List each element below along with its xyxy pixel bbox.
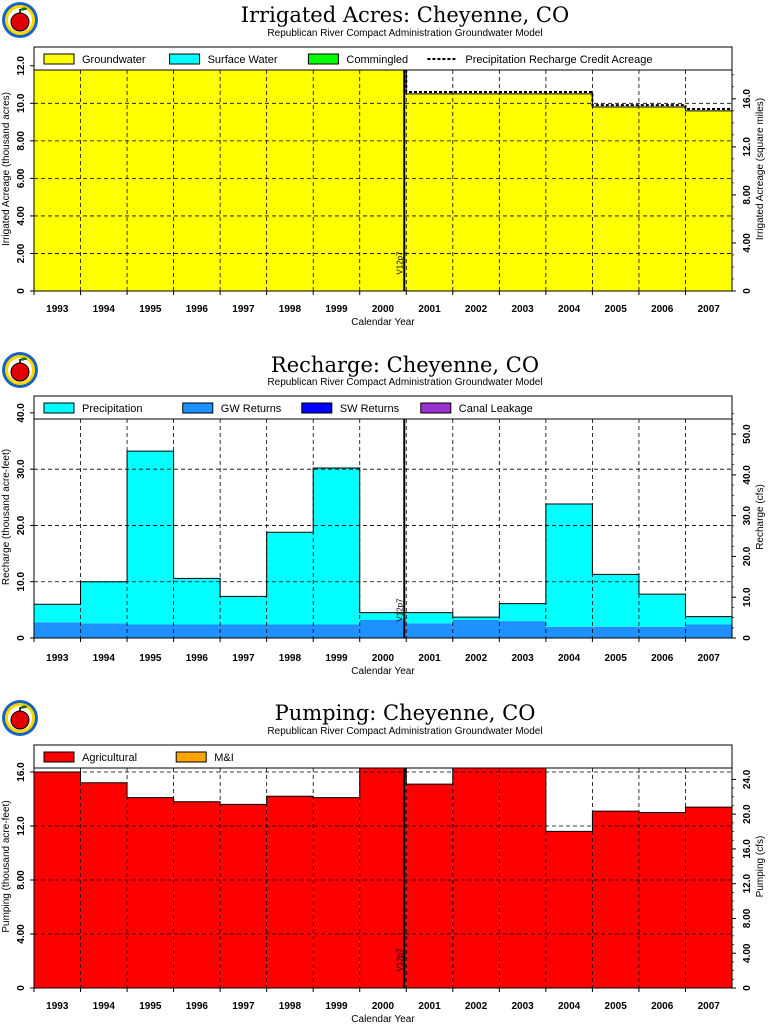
x-tick-label: 2007	[697, 1001, 720, 1012]
area-segment	[685, 111, 732, 291]
x-tick-label: 2004	[558, 304, 581, 315]
logo-icon	[2, 352, 38, 388]
x-axis-label: Calendar Year	[351, 666, 415, 677]
area-segment	[267, 796, 314, 988]
legend-item-canal-leakage	[421, 403, 533, 415]
x-tick-label: 2001	[418, 653, 441, 664]
x-tick-label: 1996	[185, 1001, 208, 1012]
area-segment	[174, 578, 221, 624]
chart-title: Irrigated Acres: Cheyenne, CO	[240, 3, 570, 27]
area-segment	[546, 831, 593, 988]
y2-tick-label: 20.0	[742, 804, 753, 824]
y-tick-label: 0	[16, 288, 27, 294]
chart-panel-3	[1, 700, 766, 1024]
y-tick-label: 10.0	[16, 571, 27, 592]
area-segment	[360, 620, 407, 638]
chart-panel-1	[1, 2, 766, 328]
area-segment	[546, 504, 593, 627]
x-tick-label: 2007	[697, 653, 720, 664]
x-axis-label: Calendar Year	[351, 1014, 415, 1024]
legend-item-gw-returns	[183, 403, 282, 415]
x-tick-label: 2006	[651, 304, 674, 315]
legend-swatch	[421, 403, 451, 413]
legend-swatch	[183, 403, 213, 413]
x-tick-label: 1999	[325, 1001, 348, 1012]
version-marker-label: V12p7	[395, 948, 405, 972]
x-tick-label: 2004	[558, 1001, 581, 1012]
y2-tick-label: 0	[742, 635, 753, 641]
area-segment	[220, 624, 267, 638]
area-segment	[499, 94, 546, 291]
y2-tick-label: 8.00	[742, 908, 753, 929]
legend-item-commingled	[308, 54, 408, 66]
area-segment	[453, 749, 500, 988]
y2-tick-label: 40.0	[742, 465, 753, 485]
area-segment	[34, 64, 81, 291]
x-tick-label: 2002	[464, 304, 488, 315]
x-tick-label: 1997	[232, 653, 255, 664]
y2-axis-label: Recharge (cfs)	[755, 484, 766, 550]
x-tick-label: 2005	[604, 304, 627, 315]
legend-label: Commingled	[346, 54, 409, 66]
y-tick-label: 8.00	[16, 131, 27, 151]
area-segment	[174, 64, 221, 291]
y2-axis-label: Pumping (cfs)	[755, 835, 766, 898]
y-axis-label: Recharge (thousand acre-feet)	[1, 448, 12, 586]
area-segment	[267, 64, 314, 291]
legend-label: Precipitation Recharge Credit Acreage	[465, 54, 653, 66]
logo-icon	[2, 2, 38, 38]
x-tick-label: 2000	[371, 1001, 395, 1012]
chart-subtitle: Republican River Compact Administration Groundwater Model	[267, 28, 543, 39]
area-segment	[639, 107, 686, 291]
area-segment	[406, 623, 453, 638]
x-tick-label: 2002	[464, 1001, 488, 1012]
y2-tick-label: 8.00	[742, 185, 753, 205]
legend-item-sw-returns	[302, 403, 400, 415]
chart-title: Recharge: Cheyenne, CO	[270, 353, 540, 377]
x-tick-label: 1995	[139, 304, 162, 315]
area-segment	[406, 784, 453, 988]
area-segment	[267, 624, 314, 638]
area-segment	[592, 627, 639, 638]
x-tick-label: 1994	[92, 653, 115, 664]
area-segment	[453, 94, 500, 291]
y-tick-label: 2.00	[16, 243, 28, 264]
y2-tick-label: 4.00	[742, 943, 753, 963]
x-tick-label: 2000	[371, 304, 395, 315]
x-tick-label: 1999	[325, 653, 348, 664]
x-tick-label: 1995	[139, 1001, 162, 1012]
y2-tick-label: 16.0	[742, 89, 753, 109]
area-segment	[499, 604, 546, 621]
area-segment	[639, 813, 686, 989]
area-segment	[639, 594, 686, 627]
y-tick-label: 20.0	[16, 515, 27, 536]
y2-tick-label: 10.0	[742, 587, 753, 607]
x-tick-label: 1993	[46, 304, 69, 315]
x-tick-label: 2006	[651, 1001, 674, 1012]
x-tick-label: 2003	[511, 1001, 534, 1012]
chart-panel-2	[1, 352, 766, 677]
x-tick-label: 1998	[278, 1001, 302, 1012]
area-segment	[81, 623, 128, 638]
legend-label: M&I	[214, 752, 234, 764]
area-segment	[313, 468, 360, 624]
x-tick-label: 1994	[92, 304, 115, 315]
logo-icon	[2, 700, 38, 736]
y2-axis-label: Irrigated Acreage (square miles)	[755, 97, 766, 241]
legend-label: Precipitation	[82, 403, 143, 415]
x-axis-label: Calendar Year	[351, 317, 415, 328]
x-tick-label: 1996	[185, 304, 208, 315]
chart-title: Pumping: Cheyenne, CO	[274, 701, 536, 725]
area-segment	[639, 627, 686, 638]
y-tick-label: 4.00	[16, 924, 27, 944]
x-tick-label: 1996	[185, 653, 208, 664]
area-segment	[546, 94, 593, 291]
legend-item-precipitation	[44, 403, 143, 415]
area-segment	[267, 532, 314, 624]
y2-tick-label: 20.0	[742, 546, 753, 567]
y-tick-label: 6.00	[16, 168, 27, 189]
area-segment	[34, 622, 81, 638]
x-tick-label: 1995	[139, 653, 162, 664]
y-tick-label: 4.00	[16, 206, 27, 226]
legend-label: Agricultural	[82, 752, 138, 764]
x-tick-label: 2005	[604, 653, 627, 664]
area-segment	[34, 604, 81, 622]
area-segment	[685, 624, 732, 638]
legend-item-groundwater	[44, 54, 146, 66]
y-tick-label: 8.00	[16, 870, 27, 890]
x-tick-label: 2000	[371, 653, 395, 664]
area-segment	[174, 802, 221, 988]
y2-tick-label: 30.0	[742, 505, 753, 526]
y2-tick-label: 12.0	[742, 137, 753, 157]
area-segment	[546, 627, 593, 638]
legend	[34, 745, 732, 768]
legend-swatch	[176, 752, 206, 762]
x-tick-label: 1997	[232, 304, 255, 315]
area-segment	[406, 94, 453, 291]
x-tick-label: 1997	[232, 1001, 255, 1012]
x-tick-label: 2007	[697, 304, 720, 315]
y2-tick-label: 24.0	[742, 769, 753, 790]
legend-swatch	[44, 54, 74, 64]
y2-tick-label: 0	[742, 288, 753, 294]
legend-item-surface-water	[170, 54, 278, 66]
version-marker-label: V12p7	[395, 598, 405, 622]
y2-tick-label: 50.0	[742, 424, 753, 444]
area-segment	[127, 451, 174, 624]
area-segment	[313, 624, 360, 638]
y-tick-label: 40.0	[16, 403, 27, 423]
legend-swatch	[44, 752, 74, 762]
area-segment	[220, 596, 267, 624]
x-tick-label: 1993	[46, 653, 69, 664]
legend-label: Groundwater	[82, 54, 146, 66]
area-segment	[174, 624, 221, 638]
chart-subtitle: Republican River Compact Administration Groundwater Model	[267, 377, 543, 388]
legend-item-agricultural	[44, 752, 137, 764]
area-segment	[220, 64, 267, 291]
y-axis-label: Irrigated Acreage (thousand acres)	[1, 92, 12, 246]
legend-swatch	[170, 54, 200, 64]
y-axis-label: Pumping (thousand acre-feet)	[1, 800, 12, 933]
area-segment	[592, 107, 639, 291]
legend-label: Canal Leakage	[458, 403, 533, 415]
x-tick-label: 2003	[511, 653, 534, 664]
area-segment	[313, 64, 360, 291]
area-segment	[685, 617, 732, 625]
legend-label: SW Returns	[339, 403, 400, 415]
area-segment	[499, 621, 546, 638]
y-tick-label: 30.0	[16, 459, 27, 479]
chart-subtitle: Republican River Compact Administration Groundwater Model	[267, 726, 543, 737]
y-tick-label: 0	[16, 635, 27, 641]
y2-tick-label: 12.0	[742, 873, 753, 894]
area-segment	[592, 574, 639, 626]
y-tick-label: 12.0	[16, 816, 27, 836]
area-segment	[81, 582, 128, 624]
area-segment	[406, 613, 453, 624]
area-segment	[453, 620, 500, 638]
x-tick-label: 1998	[278, 653, 302, 664]
x-tick-label: 2001	[418, 1001, 441, 1012]
area-segment	[81, 783, 128, 988]
y2-tick-label: 4.00	[742, 233, 753, 253]
x-tick-label: 1993	[46, 1001, 69, 1012]
y2-tick-label: 16.0	[742, 839, 753, 859]
x-tick-label: 1998	[278, 304, 302, 315]
y-tick-label: 0	[16, 985, 27, 991]
y-tick-label: 10.0	[16, 93, 27, 114]
y2-tick-label: 0	[742, 985, 753, 991]
x-tick-label: 2003	[511, 304, 534, 315]
area-segment	[685, 807, 732, 988]
x-tick-label: 1994	[92, 1001, 115, 1012]
y-tick-label: 16.0	[16, 762, 27, 782]
legend-swatch	[302, 403, 332, 413]
legend-label: GW Returns	[220, 403, 282, 415]
x-tick-label: 2006	[651, 653, 674, 664]
area-segment	[81, 64, 128, 291]
area-segment	[220, 804, 267, 988]
legend-swatch	[44, 403, 74, 413]
legend-swatch	[308, 54, 338, 64]
area-segment	[127, 624, 174, 638]
area-segment	[499, 752, 546, 988]
x-tick-label: 2004	[558, 653, 581, 664]
x-tick-label: 2002	[464, 653, 488, 664]
legend-item-m-i	[176, 752, 234, 764]
legend-label: Surface Water	[207, 54, 278, 66]
y-tick-label: 12.0	[16, 56, 27, 76]
x-tick-label: 2001	[418, 304, 441, 315]
version-marker-label: V12p7	[395, 251, 405, 275]
area-segment	[127, 64, 174, 291]
area-segment	[592, 811, 639, 988]
x-tick-label: 1999	[325, 304, 348, 315]
x-tick-label: 2005	[604, 1001, 627, 1012]
